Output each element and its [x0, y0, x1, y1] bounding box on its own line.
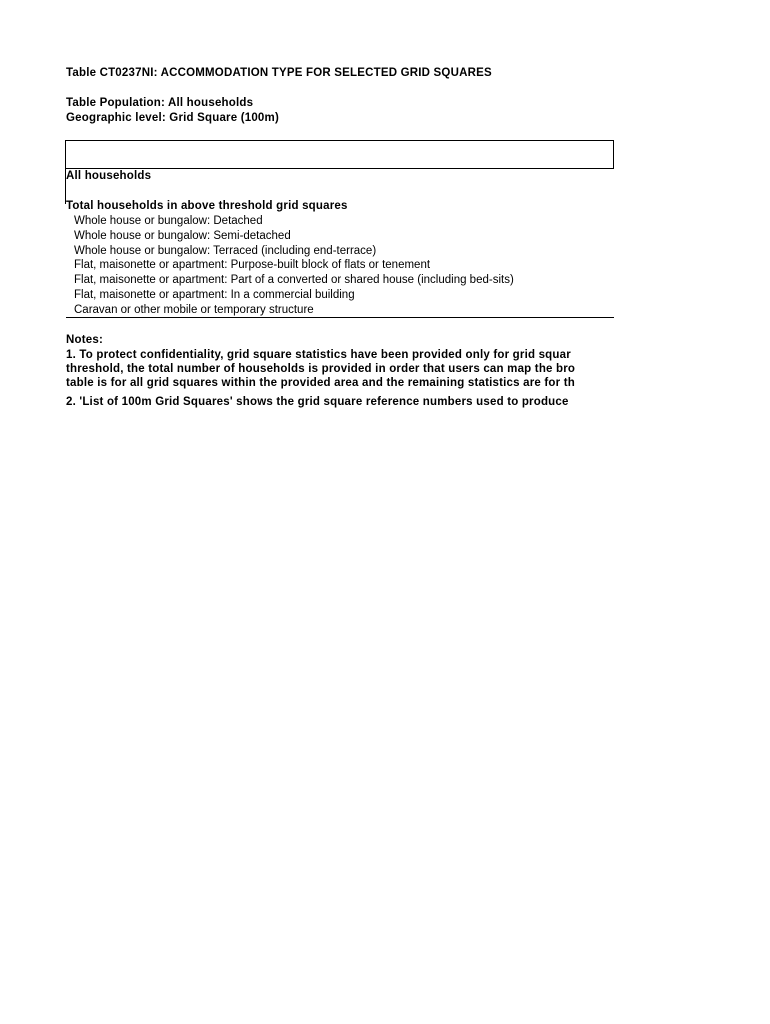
note-1	[66, 348, 614, 390]
table-bottom-rule	[66, 317, 614, 318]
note-1-line-3: table is for all grid squares within the provided area and the remaining statistics are for th	[66, 377, 575, 389]
list-item: Flat, maisonette or apartment: Purpose-built block of flats or tenement	[74, 259, 431, 272]
list-item: Whole house or bungalow: Semi-detached	[74, 229, 291, 242]
table-population: Table Population: All households	[66, 97, 254, 109]
geographic-level: Geographic level: Grid Square (100m)	[66, 112, 279, 124]
note-2	[66, 396, 614, 408]
accommodation-type-list	[74, 214, 514, 318]
note-2-text: 2. 'List of 100m Grid Squares' shows the grid square reference numbers used to produce	[66, 396, 569, 408]
list-item: Whole house or bungalow: Terraced (including end-terrace)	[74, 244, 377, 257]
list-item: Caravan or other mobile or temporary structure	[74, 303, 314, 316]
note-1-line-1: 1. To protect confidentiality, grid square statistics have been provided only for grid squar	[66, 349, 571, 361]
notes-heading: Notes:	[66, 334, 103, 346]
all-households-label: All households	[66, 170, 152, 182]
list-item: Flat, maisonette or apartment: In a commercial building	[74, 288, 355, 301]
table-title: Table CT0237NI: ACCOMMODATION TYPE FOR SELECTED GRID SQUARES	[66, 67, 492, 79]
header-cell	[65, 140, 614, 169]
total-households-label: Total households in above threshold grid squares	[66, 200, 348, 212]
list-item: Flat, maisonette or apartment: Part of a converted or shared house (including bed-sits)	[74, 274, 514, 287]
note-1-line-2: threshold, the total number of households is provided in order that users can map the bro	[66, 363, 576, 375]
list-item: Whole house or bungalow: Detached	[74, 215, 263, 227]
